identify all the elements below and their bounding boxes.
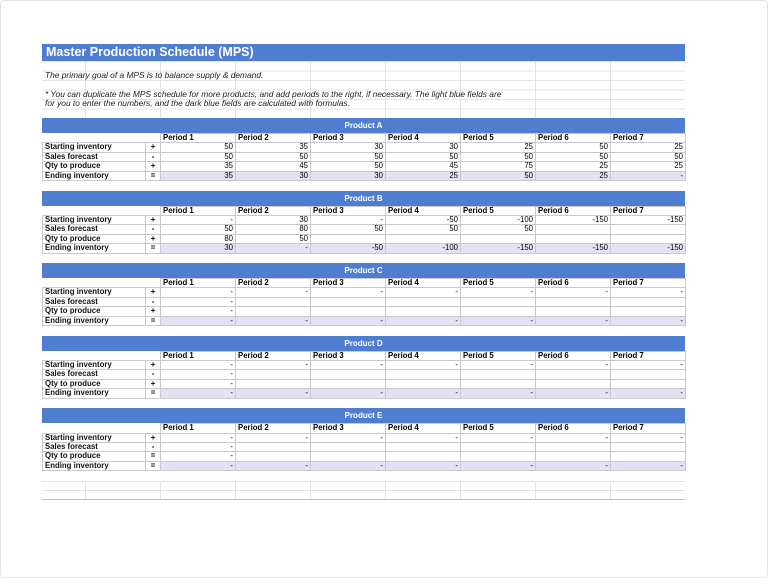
input-cell[interactable] bbox=[536, 379, 611, 388]
input-cell[interactable]: - bbox=[611, 288, 686, 297]
calculated-cell: 25 bbox=[536, 171, 611, 180]
operator-cell: = bbox=[146, 316, 161, 325]
input-cell[interactable]: - bbox=[461, 433, 536, 442]
calculated-cell: - bbox=[311, 316, 386, 325]
input-cell[interactable] bbox=[461, 297, 536, 306]
calculated-cell: - bbox=[236, 461, 311, 470]
input-cell[interactable]: -150 bbox=[536, 215, 611, 224]
calculated-cell: -100 bbox=[386, 244, 461, 253]
input-cell[interactable]: 25 bbox=[611, 162, 686, 171]
input-cell[interactable] bbox=[536, 225, 611, 234]
calculated-cell: - bbox=[461, 389, 536, 398]
operator-cell: + bbox=[146, 433, 161, 442]
input-cell[interactable] bbox=[461, 379, 536, 388]
period-header: Period 7 bbox=[611, 351, 686, 360]
input-cell[interactable]: - bbox=[161, 215, 236, 224]
input-cell[interactable] bbox=[461, 442, 536, 451]
input-cell[interactable] bbox=[386, 297, 461, 306]
input-cell[interactable] bbox=[311, 307, 386, 316]
operator-cell: - bbox=[146, 225, 161, 234]
operator-cell: = bbox=[146, 171, 161, 180]
input-cell[interactable] bbox=[611, 452, 686, 461]
period-header: Period 6 bbox=[536, 206, 611, 215]
row-label: Qty to produce bbox=[43, 162, 146, 171]
mps-table bbox=[42, 423, 686, 471]
qty-to-produce-row bbox=[43, 379, 686, 388]
calculated-cell: - bbox=[386, 461, 461, 470]
product-section-a bbox=[42, 118, 685, 191]
period-header: Period 4 bbox=[386, 351, 461, 360]
input-cell[interactable]: - bbox=[161, 297, 236, 306]
input-cell[interactable]: 50 bbox=[386, 225, 461, 234]
calculated-cell: - bbox=[311, 389, 386, 398]
calculated-cell: - bbox=[536, 461, 611, 470]
input-cell[interactable] bbox=[236, 442, 311, 451]
period-header: Period 4 bbox=[386, 424, 461, 433]
operator-cell: + bbox=[146, 162, 161, 171]
period-header: Period 6 bbox=[536, 351, 611, 360]
input-cell[interactable]: - bbox=[611, 433, 686, 442]
operator-cell: - bbox=[146, 370, 161, 379]
input-cell[interactable] bbox=[611, 307, 686, 316]
input-cell[interactable]: 25 bbox=[611, 143, 686, 152]
corner-cell bbox=[146, 134, 161, 143]
period-header: Period 7 bbox=[611, 279, 686, 288]
input-cell[interactable]: - bbox=[386, 361, 461, 370]
input-cell[interactable]: 50 bbox=[161, 143, 236, 152]
input-cell[interactable]: -100 bbox=[461, 215, 536, 224]
sales-forecast-row bbox=[43, 297, 686, 306]
qty-to-produce-row bbox=[43, 234, 686, 243]
period-header-row bbox=[43, 424, 686, 433]
input-cell[interactable]: 50 bbox=[311, 225, 386, 234]
input-cell[interactable]: - bbox=[611, 361, 686, 370]
calculated-cell: - bbox=[161, 389, 236, 398]
calculated-cell: - bbox=[611, 389, 686, 398]
row-label: Sales forecast bbox=[43, 297, 146, 306]
input-cell[interactable] bbox=[311, 379, 386, 388]
input-cell[interactable]: - bbox=[311, 288, 386, 297]
row-label: Sales forecast bbox=[43, 370, 146, 379]
operator-cell: + bbox=[146, 379, 161, 388]
operator-cell: - bbox=[146, 297, 161, 306]
row-label: Qty to produce bbox=[43, 234, 146, 243]
input-cell[interactable] bbox=[536, 297, 611, 306]
input-cell[interactable] bbox=[386, 370, 461, 379]
input-cell[interactable]: - bbox=[161, 379, 236, 388]
input-cell[interactable] bbox=[611, 442, 686, 451]
input-cell[interactable] bbox=[536, 234, 611, 243]
qty-to-produce-row bbox=[43, 162, 686, 171]
input-cell[interactable] bbox=[386, 442, 461, 451]
period-header: Period 2 bbox=[236, 351, 311, 360]
calculated-cell: -150 bbox=[536, 244, 611, 253]
input-cell[interactable] bbox=[311, 234, 386, 243]
input-cell[interactable]: - bbox=[161, 433, 236, 442]
starting-inventory-row bbox=[43, 361, 686, 370]
row-label: Ending inventory bbox=[43, 461, 146, 470]
input-cell[interactable]: - bbox=[236, 361, 311, 370]
input-cell[interactable]: 50 bbox=[236, 152, 311, 161]
calculated-cell: - bbox=[236, 244, 311, 253]
operator-cell: - bbox=[146, 442, 161, 451]
input-cell[interactable]: - bbox=[236, 288, 311, 297]
input-cell[interactable] bbox=[611, 379, 686, 388]
row-label: Ending inventory bbox=[43, 244, 146, 253]
row-label: Qty to produce bbox=[43, 379, 146, 388]
operator-cell: + bbox=[146, 307, 161, 316]
input-cell[interactable] bbox=[311, 370, 386, 379]
sales-forecast-row bbox=[43, 225, 686, 234]
period-header: Period 5 bbox=[461, 424, 536, 433]
input-cell[interactable] bbox=[461, 234, 536, 243]
input-cell[interactable]: 50 bbox=[386, 152, 461, 161]
input-cell[interactable]: 25 bbox=[536, 162, 611, 171]
calculated-cell: -150 bbox=[611, 244, 686, 253]
input-cell[interactable]: - bbox=[161, 307, 236, 316]
input-cell[interactable]: - bbox=[161, 442, 236, 451]
input-cell[interactable] bbox=[236, 452, 311, 461]
input-cell[interactable] bbox=[611, 297, 686, 306]
input-cell[interactable]: - bbox=[236, 433, 311, 442]
ending-inventory-row bbox=[43, 316, 686, 325]
calculated-cell: -150 bbox=[461, 244, 536, 253]
notes-area bbox=[42, 61, 685, 118]
input-cell[interactable]: -150 bbox=[611, 215, 686, 224]
calculated-cell: 30 bbox=[311, 171, 386, 180]
period-header: Period 6 bbox=[536, 424, 611, 433]
calculated-cell: - bbox=[161, 461, 236, 470]
period-header: Period 5 bbox=[461, 351, 536, 360]
calculated-cell: - bbox=[536, 389, 611, 398]
period-header: Period 3 bbox=[311, 424, 386, 433]
calculated-cell: - bbox=[161, 316, 236, 325]
period-header: Period 6 bbox=[536, 279, 611, 288]
blank-row bbox=[42, 326, 685, 336]
input-cell[interactable] bbox=[236, 307, 311, 316]
row-label: Starting inventory bbox=[43, 288, 146, 297]
calculated-cell: - bbox=[236, 389, 311, 398]
input-cell[interactable]: 25 bbox=[461, 143, 536, 152]
product-header: Product E bbox=[42, 408, 685, 423]
row-label: Starting inventory bbox=[43, 433, 146, 442]
product-header: Product B bbox=[42, 191, 685, 206]
corner-cell bbox=[43, 206, 146, 215]
corner-cell bbox=[146, 206, 161, 215]
row-label: Ending inventory bbox=[43, 171, 146, 180]
period-header: Period 3 bbox=[311, 206, 386, 215]
sales-forecast-row bbox=[43, 442, 686, 451]
input-cell[interactable]: - bbox=[461, 361, 536, 370]
calculated-cell: 35 bbox=[161, 171, 236, 180]
input-cell[interactable] bbox=[461, 307, 536, 316]
period-header: Period 2 bbox=[236, 279, 311, 288]
operator-cell: + bbox=[146, 215, 161, 224]
mps-table bbox=[42, 133, 686, 181]
input-cell[interactable]: - bbox=[161, 361, 236, 370]
input-cell[interactable]: - bbox=[161, 452, 236, 461]
operator-cell: + bbox=[146, 234, 161, 243]
blank-row bbox=[42, 254, 685, 264]
operator-cell: + bbox=[146, 288, 161, 297]
qty-to-produce-row bbox=[43, 307, 686, 316]
input-cell[interactable]: 50 bbox=[461, 152, 536, 161]
row-label: Sales forecast bbox=[43, 225, 146, 234]
note-goal: The primary goal of a MPS is to balance supply & demand. bbox=[45, 69, 264, 80]
calculated-cell: - bbox=[461, 461, 536, 470]
product-section-d bbox=[42, 336, 685, 409]
operator-cell: + bbox=[146, 143, 161, 152]
calculated-cell: 30 bbox=[236, 171, 311, 180]
product-header: Product D bbox=[42, 336, 685, 351]
input-cell[interactable]: 50 bbox=[536, 152, 611, 161]
input-cell[interactable]: - bbox=[161, 288, 236, 297]
period-header-row bbox=[43, 351, 686, 360]
input-cell[interactable] bbox=[236, 297, 311, 306]
operator-cell: = bbox=[146, 389, 161, 398]
input-cell[interactable] bbox=[311, 297, 386, 306]
operator-cell: = bbox=[146, 452, 161, 461]
product-section-b bbox=[42, 191, 685, 264]
mps-table bbox=[42, 351, 686, 399]
input-cell[interactable]: 50 bbox=[461, 225, 536, 234]
input-cell[interactable]: 75 bbox=[461, 162, 536, 171]
starting-inventory-row bbox=[43, 433, 686, 442]
input-cell[interactable] bbox=[461, 452, 536, 461]
row-label: Starting inventory bbox=[43, 215, 146, 224]
calculated-cell: - bbox=[311, 461, 386, 470]
input-cell[interactable]: - bbox=[386, 433, 461, 442]
input-cell[interactable] bbox=[386, 307, 461, 316]
corner-cell bbox=[43, 351, 146, 360]
blank-row bbox=[42, 109, 685, 119]
input-cell[interactable]: 35 bbox=[161, 162, 236, 171]
row-label: Ending inventory bbox=[43, 389, 146, 398]
input-cell[interactable] bbox=[461, 370, 536, 379]
period-header-row bbox=[43, 206, 686, 215]
ending-inventory-row bbox=[43, 171, 686, 180]
input-cell[interactable] bbox=[386, 234, 461, 243]
ending-inventory-row bbox=[43, 461, 686, 470]
corner-cell bbox=[43, 424, 146, 433]
input-cell[interactable]: 45 bbox=[236, 162, 311, 171]
calculated-cell: - bbox=[536, 316, 611, 325]
input-cell[interactable]: 50 bbox=[161, 152, 236, 161]
input-cell[interactable]: 80 bbox=[236, 225, 311, 234]
period-header: Period 2 bbox=[236, 424, 311, 433]
input-cell[interactable]: 50 bbox=[611, 152, 686, 161]
sales-forecast-row bbox=[43, 370, 686, 379]
period-header: Period 3 bbox=[311, 279, 386, 288]
row-label: Starting inventory bbox=[43, 361, 146, 370]
sales-forecast-row bbox=[43, 152, 686, 161]
input-cell[interactable]: - bbox=[311, 433, 386, 442]
operator-cell: = bbox=[146, 244, 161, 253]
input-cell[interactable] bbox=[386, 452, 461, 461]
input-cell[interactable] bbox=[611, 234, 686, 243]
period-header: Period 4 bbox=[386, 206, 461, 215]
input-cell[interactable]: 50 bbox=[236, 234, 311, 243]
input-cell[interactable]: - bbox=[311, 215, 386, 224]
corner-cell bbox=[146, 279, 161, 288]
starting-inventory-row bbox=[43, 215, 686, 224]
product-section-e bbox=[42, 408, 685, 481]
period-header: Period 1 bbox=[161, 279, 236, 288]
ending-inventory-row bbox=[43, 389, 686, 398]
product-header: Product C bbox=[42, 263, 685, 278]
spreadsheet bbox=[42, 44, 685, 500]
corner-cell bbox=[146, 351, 161, 360]
input-cell[interactable]: - bbox=[461, 288, 536, 297]
row-label: Sales forecast bbox=[43, 442, 146, 451]
input-cell[interactable] bbox=[236, 370, 311, 379]
calculated-cell: - bbox=[611, 171, 686, 180]
ending-inventory-row bbox=[43, 244, 686, 253]
input-cell[interactable] bbox=[536, 452, 611, 461]
mps-table bbox=[42, 206, 686, 254]
product-section-c bbox=[42, 263, 685, 336]
trailing-blank-rows bbox=[42, 481, 685, 500]
calculated-cell: 30 bbox=[161, 244, 236, 253]
calculated-cell: - bbox=[611, 461, 686, 470]
starting-inventory-row bbox=[43, 288, 686, 297]
row-label: Starting inventory bbox=[43, 143, 146, 152]
corner-cell bbox=[146, 424, 161, 433]
period-header: Period 5 bbox=[461, 134, 536, 143]
input-cell[interactable]: -50 bbox=[386, 215, 461, 224]
input-cell[interactable]: - bbox=[311, 361, 386, 370]
input-cell[interactable] bbox=[536, 442, 611, 451]
note-instructions-line2: for you to enter the numbers, and the dark blue fields are calculated with formulas. bbox=[45, 98, 350, 108]
input-cell[interactable]: - bbox=[536, 433, 611, 442]
period-header: Period 3 bbox=[311, 134, 386, 143]
input-cell[interactable]: - bbox=[536, 361, 611, 370]
blank-row bbox=[42, 471, 685, 481]
sheet-title: Master Production Schedule (MPS) bbox=[42, 44, 685, 61]
input-cell[interactable]: 30 bbox=[386, 143, 461, 152]
input-cell[interactable] bbox=[536, 370, 611, 379]
blank-row bbox=[42, 399, 685, 409]
period-header: Period 1 bbox=[161, 206, 236, 215]
input-cell[interactable] bbox=[611, 370, 686, 379]
period-header: Period 5 bbox=[461, 279, 536, 288]
period-header-row bbox=[43, 279, 686, 288]
period-header: Period 4 bbox=[386, 279, 461, 288]
input-cell[interactable]: 50 bbox=[311, 162, 386, 171]
corner-cell bbox=[43, 134, 146, 143]
input-cell[interactable]: 50 bbox=[161, 225, 236, 234]
input-cell[interactable] bbox=[536, 307, 611, 316]
input-cell[interactable] bbox=[311, 442, 386, 451]
period-header: Period 4 bbox=[386, 134, 461, 143]
period-header: Period 1 bbox=[161, 424, 236, 433]
period-header: Period 7 bbox=[611, 424, 686, 433]
input-cell[interactable] bbox=[311, 452, 386, 461]
qty-to-produce-row bbox=[43, 452, 686, 461]
blank-row bbox=[42, 181, 685, 191]
input-cell[interactable]: 45 bbox=[386, 162, 461, 171]
period-header: Period 1 bbox=[161, 351, 236, 360]
input-cell[interactable]: 80 bbox=[161, 234, 236, 243]
row-label: Qty to produce bbox=[43, 452, 146, 461]
input-cell[interactable] bbox=[611, 225, 686, 234]
calculated-cell: - bbox=[461, 316, 536, 325]
calculated-cell: - bbox=[386, 389, 461, 398]
input-cell[interactable]: - bbox=[386, 288, 461, 297]
row-label: Sales forecast bbox=[43, 152, 146, 161]
period-header: Period 1 bbox=[161, 134, 236, 143]
input-cell[interactable]: 30 bbox=[236, 215, 311, 224]
operator-cell: - bbox=[146, 152, 161, 161]
starting-inventory-row bbox=[43, 143, 686, 152]
input-cell[interactable]: - bbox=[536, 288, 611, 297]
period-header-row bbox=[43, 134, 686, 143]
input-cell[interactable] bbox=[386, 379, 461, 388]
input-cell[interactable]: - bbox=[161, 370, 236, 379]
calculated-cell: - bbox=[236, 316, 311, 325]
product-header: Product A bbox=[42, 118, 685, 133]
input-cell[interactable]: 50 bbox=[536, 143, 611, 152]
period-header: Period 7 bbox=[611, 134, 686, 143]
product-schedules bbox=[42, 118, 685, 481]
input-cell[interactable] bbox=[236, 379, 311, 388]
calculated-cell: - bbox=[386, 316, 461, 325]
calculated-cell: 25 bbox=[386, 171, 461, 180]
period-header: Period 2 bbox=[236, 134, 311, 143]
operator-cell: = bbox=[146, 461, 161, 470]
operator-cell: + bbox=[146, 361, 161, 370]
note-instructions-line1: * You can duplicate the MPS schedule for more products, and add periods to the right, if necessary. The light blue fields are bbox=[45, 88, 502, 99]
calculated-cell: 50 bbox=[461, 171, 536, 180]
row-label: Qty to produce bbox=[43, 307, 146, 316]
calculated-cell: - bbox=[611, 316, 686, 325]
period-header: Period 7 bbox=[611, 206, 686, 215]
input-cell[interactable]: 35 bbox=[236, 143, 311, 152]
corner-cell bbox=[43, 279, 146, 288]
input-cell[interactable]: 30 bbox=[311, 143, 386, 152]
period-header: Period 2 bbox=[236, 206, 311, 215]
row-label: Ending inventory bbox=[43, 316, 146, 325]
period-header: Period 3 bbox=[311, 351, 386, 360]
period-header: Period 6 bbox=[536, 134, 611, 143]
input-cell[interactable]: 50 bbox=[311, 152, 386, 161]
calculated-cell: -50 bbox=[311, 244, 386, 253]
mps-table bbox=[42, 278, 686, 326]
period-header: Period 5 bbox=[461, 206, 536, 215]
